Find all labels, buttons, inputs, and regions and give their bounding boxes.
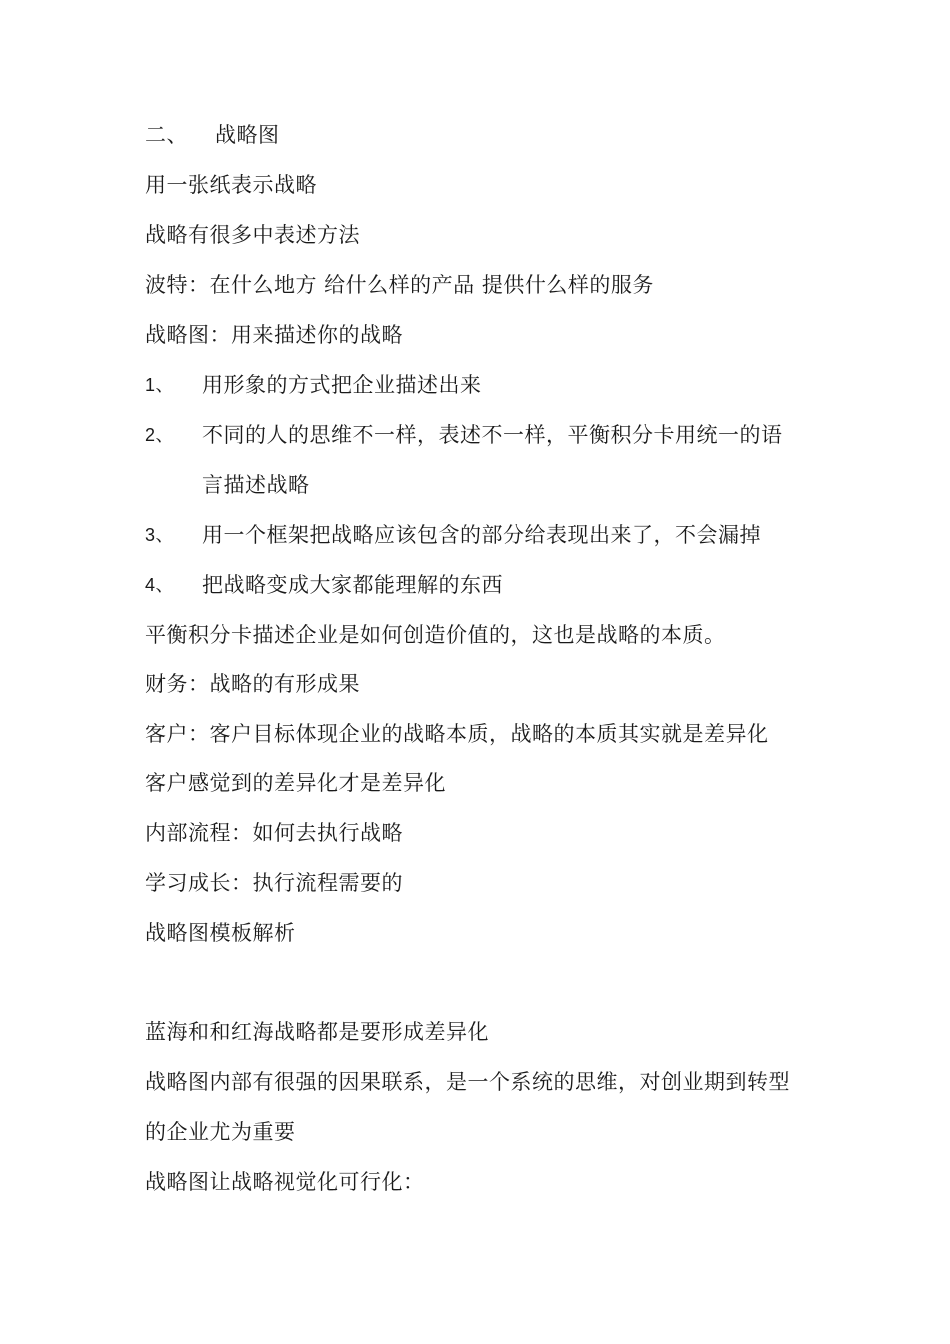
paragraph-line: 战略有很多中表述方法 bbox=[145, 223, 360, 247]
list-number: 2、 bbox=[145, 425, 175, 445]
list-text: 不同的人的思维不一样，表述不一样，平衡积分卡用统一的语 bbox=[202, 423, 783, 447]
section-title: 战略图 bbox=[215, 123, 280, 147]
paragraph-line: 客户：客户目标体现企业的战略本质，战略的本质其实就是差异化 bbox=[145, 722, 769, 746]
paragraph-line: 学习成长：执行流程需要的 bbox=[145, 871, 403, 895]
list-text: 把战略变成大家都能理解的东西 bbox=[202, 573, 503, 597]
list-text: 用一个框架把战略应该包含的部分给表现出来了，不会漏掉 bbox=[202, 523, 761, 547]
paragraph-line: 战略图：用来描述你的战略 bbox=[145, 323, 403, 347]
section-number: 二、 bbox=[145, 123, 188, 147]
paragraph-line: 平衡积分卡描述企业是如何创造价值的，这也是战略的本质。 bbox=[145, 623, 726, 647]
list-item-continuation: 言描述战略 bbox=[202, 473, 310, 497]
list-number: 4、 bbox=[145, 575, 175, 595]
paragraph-line: 的企业尤为重要 bbox=[145, 1120, 296, 1144]
section-heading bbox=[145, 120, 280, 150]
paragraph-line: 战略图模板解析 bbox=[145, 921, 296, 945]
paragraph-line: 客户感觉到的差异化才是差异化 bbox=[145, 771, 446, 795]
list-text: 用形象的方式把企业描述出来 bbox=[202, 373, 482, 397]
paragraph-line: 波特：在什么地方 给什么样的产品 提供什么样的服务 bbox=[145, 273, 654, 297]
paragraph-line: 财务：战略的有形成果 bbox=[145, 672, 360, 696]
paragraph-line: 战略图让战略视觉化可行化： bbox=[145, 1170, 425, 1194]
paragraph-line: 蓝海和和红海战略都是要形成差异化 bbox=[145, 1020, 489, 1044]
paragraph-line: 内部流程：如何去执行战略 bbox=[145, 821, 403, 845]
list-number: 3、 bbox=[145, 525, 175, 545]
paragraph-line: 战略图内部有很强的因果联系，是一个系统的思维，对创业期到转型 bbox=[145, 1070, 790, 1094]
list-number: 1、 bbox=[145, 375, 175, 395]
paragraph-line: 用一张纸表示战略 bbox=[145, 173, 317, 197]
